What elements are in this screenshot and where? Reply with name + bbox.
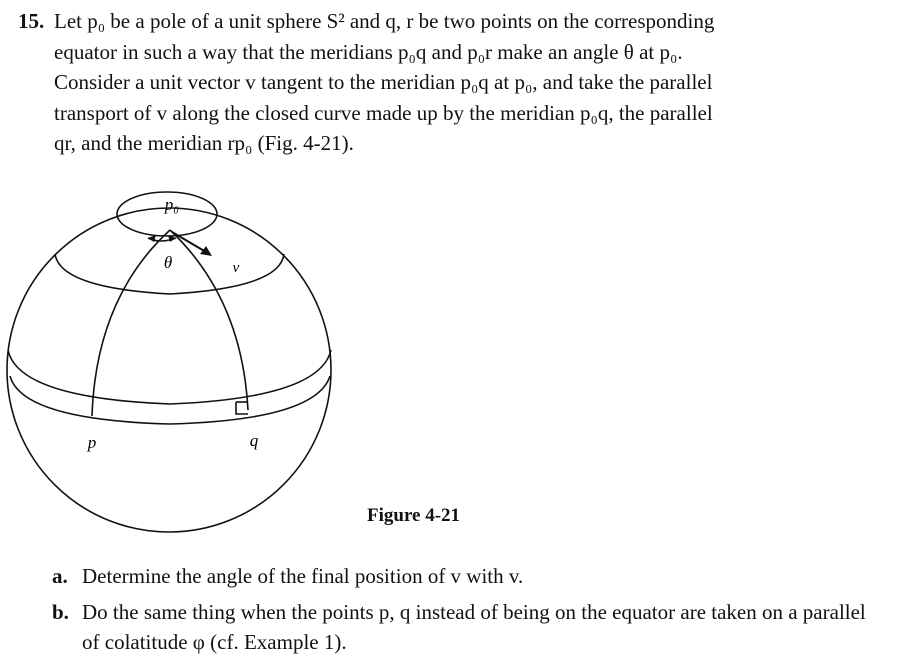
meridian-p0-q [170, 230, 248, 410]
label-v: v [232, 260, 240, 276]
equator-line [8, 350, 331, 404]
label-p: p [87, 433, 97, 452]
problem-15 [18, 6, 892, 159]
lower-parallel [10, 376, 330, 424]
problem-line: Consider a unit vector v tangent to the meridian p₀q at p₀, and take the parallel [54, 70, 713, 94]
problem-number: 15. [18, 9, 45, 33]
problem-line: Let p₀ be a pole of a unit sphere S² and q, r be two points on the corresponding [54, 9, 715, 33]
part-text: Determine the angle of the final position of v with v. [82, 564, 524, 588]
part-label: a. [52, 564, 68, 588]
part-text: Do the same thing when the points p, q instead of being on the equator are taken on a parallel of colatitude φ (cf. Example 1). [82, 600, 866, 654]
label-theta: θ [163, 253, 173, 272]
label-q: q [249, 431, 259, 450]
right-angle-marker [236, 402, 248, 414]
problem-line: transport of v along the closed curve made up by the meridian p₀q, the parallel [54, 100, 713, 125]
part-a [52, 561, 888, 591]
label-p0: p₀ [164, 195, 180, 214]
problem-line: qr, and the meridian rp₀ (Fig. 4-21). [54, 131, 354, 155]
problem-statement [54, 6, 892, 159]
part-label: b. [52, 600, 69, 624]
part-b [52, 597, 888, 657]
vector-v-arrowhead [200, 246, 212, 256]
figure-caption: Figure 4-21 [367, 505, 461, 526]
problem-parts [52, 561, 888, 663]
sphere-diagram [0, 188, 340, 538]
meridian-p0-p [92, 230, 173, 416]
sphere-figure [0, 188, 340, 538]
problem-line: equator in such a way that the meridians p₀q and p₀r make an angle θ at p₀. [54, 39, 683, 64]
